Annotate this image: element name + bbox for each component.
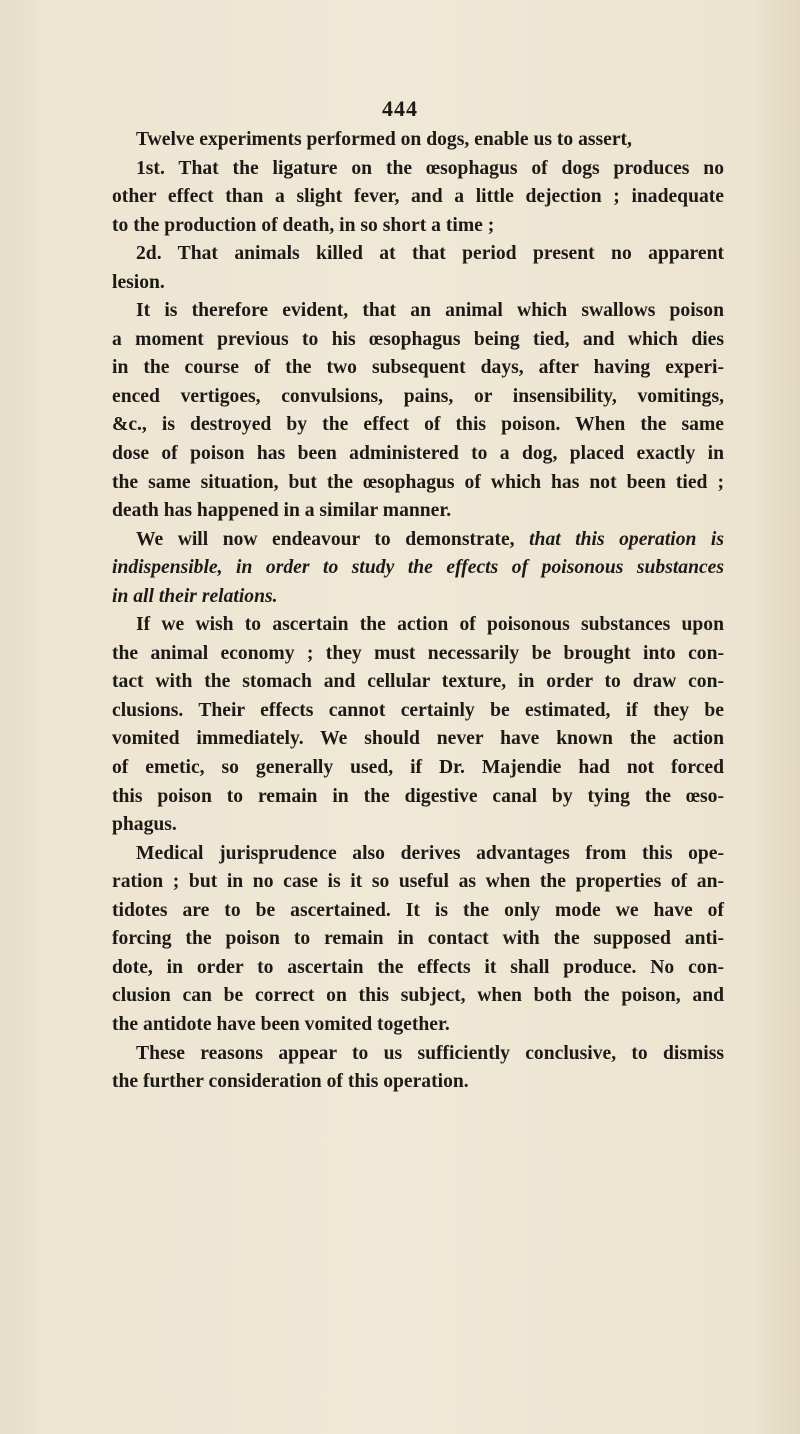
text-line: If we wish to ascertain the action of poisonous substances upon bbox=[136, 614, 724, 636]
text-line: death has happened in a similar manner. bbox=[112, 500, 452, 522]
text-line: forcing the poison to remain in contact with the supposed anti- bbox=[112, 928, 724, 950]
text-line: phagus. bbox=[112, 814, 177, 836]
paragraph bbox=[112, 840, 724, 1040]
text-line: the further consideration of this operation. bbox=[112, 1071, 469, 1093]
text-line: of emetic, so generally used, if Dr. Majendie had not forced bbox=[112, 757, 724, 779]
italic-text-line: indispensible, in order to study the effects of poisonous substances bbox=[112, 557, 724, 579]
page-text bbox=[112, 126, 724, 1097]
text-line bbox=[112, 526, 724, 555]
text-line: ration ; but in no case is it so useful as when the properties of an- bbox=[112, 871, 724, 893]
text-line: the antidote have been vomited together. bbox=[112, 1013, 450, 1035]
text-line: Twelve experiments performed on dogs, enable us to assert, bbox=[136, 129, 632, 150]
text-line: a moment previous to his œsophagus being tied, and which dies bbox=[112, 328, 724, 350]
text-line: vomited immediately. We should never have known the action bbox=[112, 728, 724, 750]
paragraph bbox=[112, 240, 724, 297]
text-line: It is therefore evident, that an animal which swallows poison bbox=[136, 300, 724, 322]
page-number: 444 bbox=[382, 96, 418, 121]
text-line: in the course of the two subsequent days, after having experi- bbox=[112, 357, 724, 379]
text-line: clusion can be correct on this subject, when both the poison, and bbox=[112, 985, 724, 1007]
text-line: &c., is destroyed by the effect of this poison. When the same bbox=[112, 414, 724, 436]
text-line: to the production of death, in so short a time ; bbox=[112, 214, 495, 236]
paragraph bbox=[112, 155, 724, 241]
text-line: clusions. Their effects cannot certainly be estimated, if they be bbox=[112, 699, 724, 721]
text-line: the same situation, but the œsophagus of which has not been tied ; bbox=[112, 471, 724, 493]
text-line: tact with the stomach and cellular texture, in order to draw con- bbox=[112, 671, 724, 693]
text-line: lesion. bbox=[112, 271, 165, 293]
text-line: 1st. That the ligature on the œsophagus of dogs produces no bbox=[136, 157, 724, 179]
text-line: tidotes are to be ascertained. It is the only mode we have of bbox=[112, 899, 724, 921]
italic-text-line: in all their relations. bbox=[112, 585, 278, 607]
text-line: 2d. That animals killed at that period present no apparent bbox=[136, 243, 724, 265]
text-line: These reasons appear to us sufficiently conclusive, to dismiss bbox=[136, 1042, 724, 1064]
paragraph bbox=[112, 611, 724, 839]
paragraph bbox=[112, 1040, 724, 1097]
text-line: other effect than a slight fever, and a little dejection ; inadequate bbox=[112, 186, 724, 208]
paragraph bbox=[112, 526, 724, 612]
text-line: the animal economy ; they must necessarily be brought into con- bbox=[112, 642, 724, 664]
text-line: dote, in order to ascertain the effects it shall produce. No con- bbox=[112, 956, 724, 978]
text-line: dose of poison has been administered to a dog, placed exactly in bbox=[112, 443, 724, 465]
text-line: Medical jurisprudence also derives advantages from this ope- bbox=[136, 842, 724, 864]
paragraph bbox=[112, 126, 724, 155]
text-run: We will now endeavour to demonstrate, bbox=[136, 528, 515, 550]
italic-text-run: that this operation is bbox=[529, 528, 724, 550]
text-line: this poison to remain in the digestive canal by tying the œso- bbox=[112, 785, 724, 807]
paragraph bbox=[112, 297, 724, 525]
text-line: enced vertigoes, convulsions, pains, or insensibility, vomitings, bbox=[112, 385, 724, 407]
